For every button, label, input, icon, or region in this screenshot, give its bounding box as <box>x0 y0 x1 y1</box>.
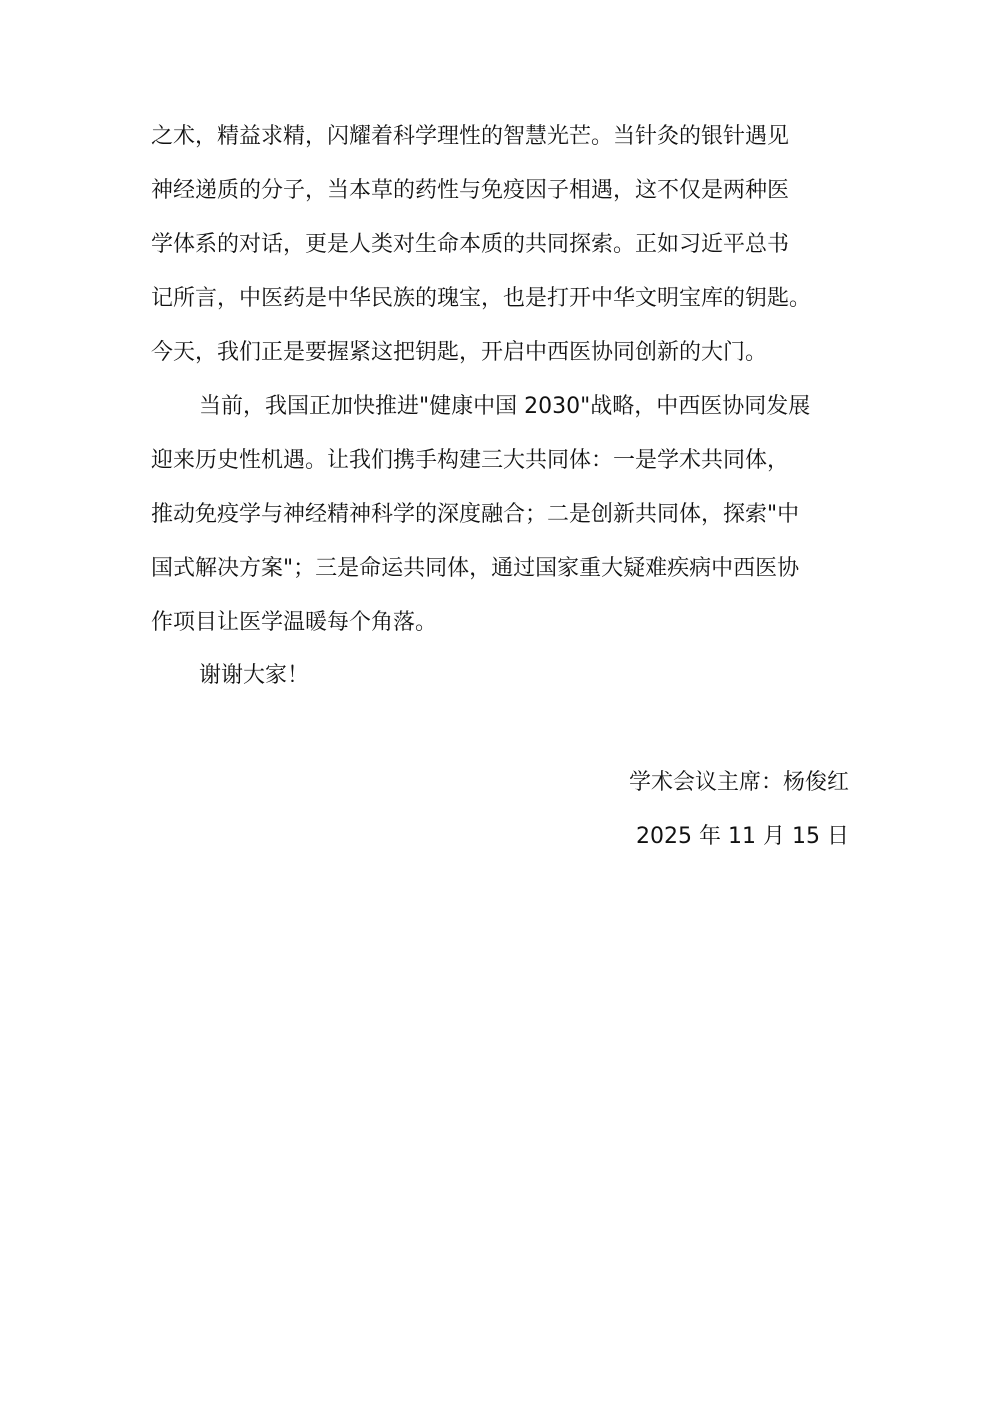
signature-name: 学术会议主席：杨俊红 <box>628 770 849 795</box>
signature-date: 2025 年 11 月 15 日 <box>636 824 849 849</box>
paragraph-line: 学体系的对话，更是人类对生命本质的共同探索。正如习近平总书 <box>151 232 790 257</box>
paragraph-line: 今天，我们正是要握紧这把钥匙，开启中西医协同创新的大门。 <box>151 340 768 365</box>
paragraph-line: 作项目让医学温暖每个角落。 <box>151 610 438 635</box>
paragraph-line: 推动免疫学与神经精神科学的深度融合；二是创新共同体，探索"中 <box>151 502 800 527</box>
paragraph-line: 国式解决方案"；三是命运共同体，通过国家重大疑难疾病中西医协 <box>151 556 800 581</box>
paragraph-line: 神经递质的分子，当本草的药性与免疫因子相遇，这不仅是两种医 <box>151 178 790 203</box>
paragraph-line: 记所言，中医药是中华民族的瑰宝，也是打开中华文明宝库的钥匙。 <box>151 286 812 311</box>
paragraph-line: 当前，我国正加快推进"健康中国 2030"战略，中西医协同发展 <box>199 394 811 419</box>
closing-thanks: 谢谢大家！ <box>199 663 310 688</box>
paragraph-line: 之术，精益求精，闪耀着科学理性的智慧光芒。当针灸的银针遇见 <box>151 124 790 149</box>
paragraph-line: 迎来历史性机遇。让我们携手构建三大共同体：一是学术共同体， <box>151 448 790 473</box>
